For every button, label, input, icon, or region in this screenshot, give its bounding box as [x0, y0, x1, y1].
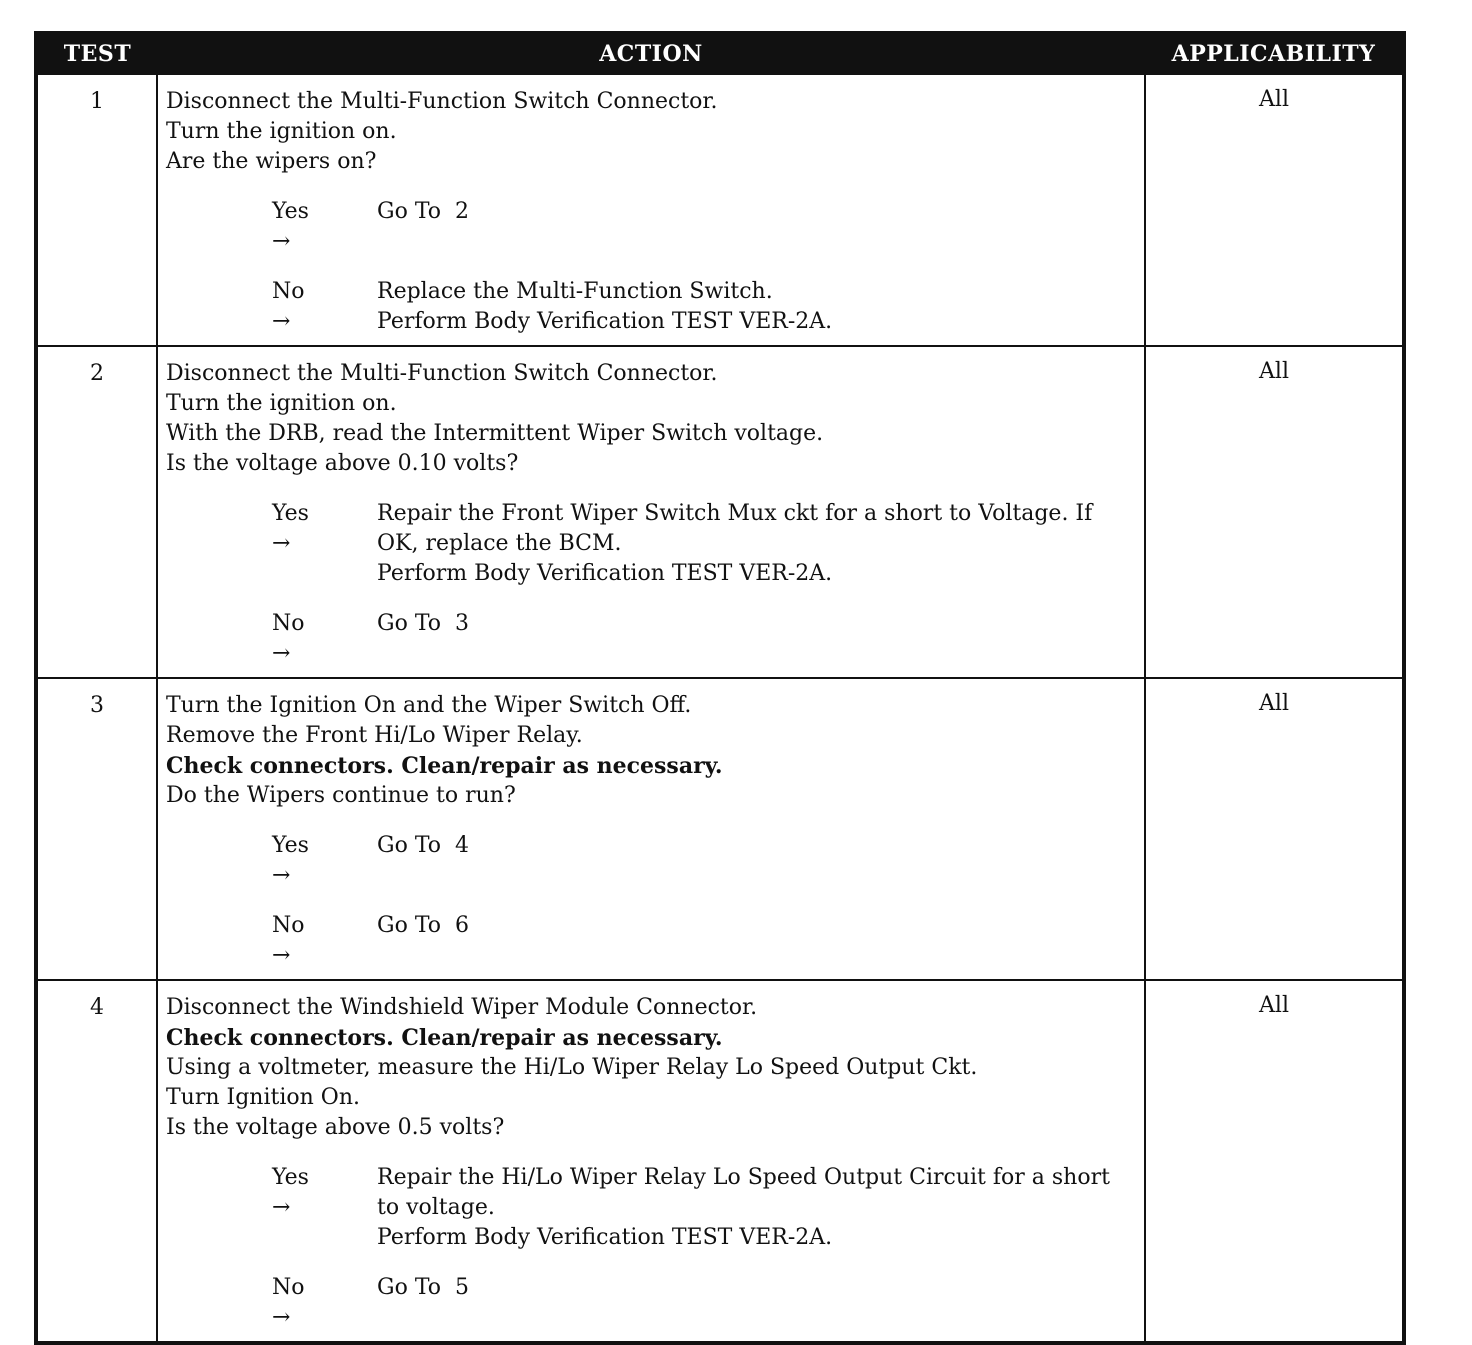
right-arrow-icon: → [272, 531, 291, 556]
yes-outcome [166, 1163, 1140, 1253]
action-step: Turn Ignition On. [166, 1085, 360, 1110]
yes-result [377, 831, 1140, 891]
no-label: No [272, 611, 305, 636]
test-number: 2 [36, 346, 157, 678]
action-cell [157, 74, 1145, 346]
no-outcome [166, 1273, 1140, 1333]
no-result [377, 911, 1140, 971]
action-step: Disconnect the Multi-Function Switch Connector. [166, 89, 718, 114]
action-cell [157, 980, 1145, 1343]
test-number: 4 [36, 980, 157, 1343]
yes-outcome [166, 197, 1140, 257]
yes-label: Yes [272, 199, 309, 224]
action-step: Remove the Front Hi/Lo Wiper Relay. [166, 723, 583, 748]
no-label: No [272, 1275, 305, 1300]
right-arrow-icon: → [272, 863, 291, 888]
right-arrow-icon: → [272, 309, 291, 334]
right-arrow-icon: → [272, 943, 291, 968]
yes-result-line: Perform Body Verification TEST VER-2A. [377, 1225, 833, 1250]
header-applicability: APPLICABILITY [1145, 33, 1404, 74]
action-step: Do the Wipers continue to run? [166, 783, 516, 808]
diagnostic-test-table [34, 31, 1406, 1345]
action-step: Is the voltage above 0.5 volts? [166, 1115, 505, 1140]
yes-result [377, 499, 1140, 589]
no-outcome [166, 911, 1140, 971]
table-header [36, 33, 1404, 74]
header-action: ACTION [157, 33, 1145, 74]
applicability-value: All [1145, 678, 1404, 980]
yes-result-line: Go To 4 [377, 833, 470, 858]
diagnostic-test-sheet [34, 31, 1402, 1345]
applicability-value: All [1145, 346, 1404, 678]
right-arrow-icon: → [272, 641, 291, 666]
yes-label-group [166, 499, 377, 589]
yes-outcome [166, 499, 1140, 589]
test-number: 3 [36, 678, 157, 980]
table-row [36, 678, 1404, 980]
no-label-group [166, 911, 377, 971]
no-result-line: Perform Body Verification TEST VER-2A. [377, 309, 833, 334]
applicability-value: All [1145, 980, 1404, 1343]
action-step: Turn the Ignition On and the Wiper Switch Off. [166, 693, 692, 718]
action-step: Is the voltage above 0.10 volts? [166, 451, 519, 476]
no-result [377, 1273, 1140, 1333]
no-result [377, 277, 1140, 337]
yes-label-group [166, 197, 377, 257]
yes-label: Yes [272, 501, 309, 526]
table-row [36, 346, 1404, 678]
action-cell [157, 678, 1145, 980]
applicability-value: All [1145, 74, 1404, 346]
action-step: With the DRB, read the Intermittent Wiper Switch voltage. [166, 421, 824, 446]
yes-label: Yes [272, 833, 309, 858]
action-cell [157, 346, 1145, 678]
no-result-line: Go To 3 [377, 611, 470, 636]
no-label-group [166, 277, 377, 337]
no-outcome [166, 277, 1140, 337]
yes-label: Yes [272, 1165, 309, 1190]
header-test: TEST [36, 33, 157, 74]
no-label: No [272, 913, 305, 938]
yes-label-group [166, 1163, 377, 1253]
action-step: Disconnect the Windshield Wiper Module Connector. [166, 995, 758, 1020]
yes-result-line: OK, replace the BCM. [377, 531, 622, 556]
action-step: Turn the ignition on. [166, 391, 397, 416]
yes-result-line: Repair the Front Wiper Switch Mux ckt for a short to Voltage. If [377, 501, 1093, 526]
yes-result-line: to voltage. [377, 1195, 495, 1220]
yes-result [377, 197, 1140, 257]
table-row [36, 74, 1404, 346]
action-step: Disconnect the Multi-Function Switch Connector. [166, 361, 718, 386]
no-result-line: Go To 6 [377, 913, 470, 938]
table-body [36, 74, 1404, 1343]
right-arrow-icon: → [272, 1195, 291, 1220]
action-step: Are the wipers on? [166, 149, 377, 174]
yes-result-line: Perform Body Verification TEST VER-2A. [377, 561, 833, 586]
yes-outcome [166, 831, 1140, 891]
yes-result-line: Go To 2 [377, 199, 470, 224]
yes-result [377, 1163, 1140, 1253]
right-arrow-icon: → [272, 1305, 291, 1330]
no-result-line: Go To 5 [377, 1275, 470, 1300]
test-number: 1 [36, 74, 157, 346]
action-step: Turn the ignition on. [166, 119, 397, 144]
action-note-bold: Check connectors. Clean/repair as necessary. [166, 753, 723, 779]
no-outcome [166, 609, 1140, 669]
no-result [377, 609, 1140, 669]
yes-result-line: Repair the Hi/Lo Wiper Relay Lo Speed Output Circuit for a short [377, 1165, 1110, 1190]
action-note-bold: Check connectors. Clean/repair as necessary. [166, 1025, 723, 1051]
table-row [36, 980, 1404, 1343]
action-step: Using a voltmeter, measure the Hi/Lo Wiper Relay Lo Speed Output Ckt. [166, 1055, 978, 1080]
yes-label-group [166, 831, 377, 891]
no-result-line: Replace the Multi-Function Switch. [377, 279, 773, 304]
no-label-group [166, 1273, 377, 1333]
right-arrow-icon: → [272, 229, 291, 254]
no-label: No [272, 279, 305, 304]
no-label-group [166, 609, 377, 669]
